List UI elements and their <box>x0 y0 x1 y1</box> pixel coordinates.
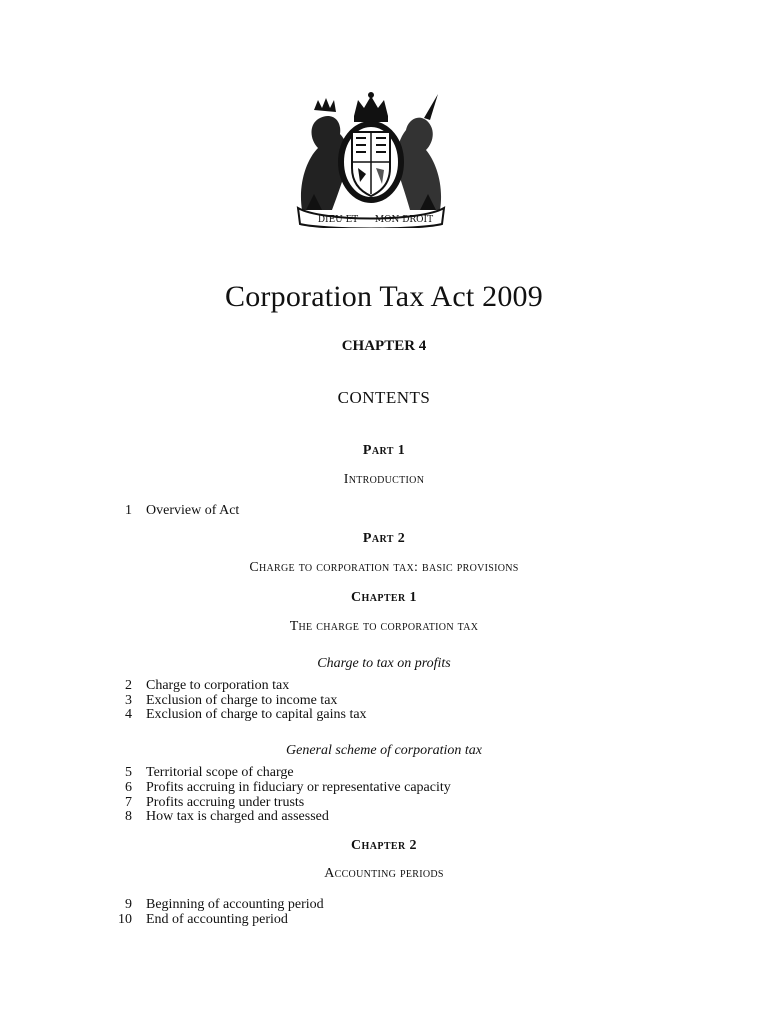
section-number: 6 <box>125 780 132 795</box>
section-number: 4 <box>125 707 132 722</box>
part-2-title: Charge to corporation tax: basic provisions <box>249 560 519 575</box>
section-row[interactable] <box>112 504 239 519</box>
crossheading-general-scheme: General scheme of corporation tax <box>286 743 482 758</box>
chapter-2-heading: Chapter 2 <box>351 838 417 853</box>
section-number: 2 <box>125 678 132 693</box>
section-number: 1 <box>125 503 132 518</box>
motto-left-text: DIEU ET <box>317 215 359 225</box>
section-title-link[interactable]: Charge to corporation tax <box>146 678 290 693</box>
section-number: 3 <box>125 692 132 708</box>
section-row[interactable] <box>112 694 337 709</box>
section-title-link[interactable]: Territorial scope of charge <box>146 765 294 780</box>
section-title-link[interactable]: Overview of Act <box>146 503 240 518</box>
chapter-number: CHAPTER 4 <box>341 338 427 354</box>
section-number: 5 <box>125 765 132 780</box>
royal-coat-of-arms-icon <box>292 90 450 228</box>
act-title: Corporation Tax Act 2009 <box>225 280 543 313</box>
section-row[interactable] <box>112 781 451 796</box>
section-title-link[interactable]: Profits accruing under trusts <box>146 794 305 810</box>
part-1-title: Introduction <box>343 472 425 487</box>
chapter-1-heading: Chapter 1 <box>351 590 417 605</box>
chapter-2-title: Accounting periods <box>324 866 444 881</box>
section-row[interactable] <box>112 708 367 723</box>
section-title-link[interactable]: Profits accruing in fiduciary or representative capacity <box>146 780 451 795</box>
chapter-1-title: The charge to corporation tax <box>289 619 479 634</box>
part-2-heading: Part 2 <box>362 531 406 546</box>
part-1-heading: Part 1 <box>362 443 406 458</box>
royal-coat-of-arms-crest <box>292 90 450 228</box>
section-row[interactable] <box>112 679 289 694</box>
section-row[interactable] <box>112 913 288 928</box>
section-row[interactable] <box>112 810 329 825</box>
contents-heading: CONTENTS <box>337 388 431 407</box>
section-row[interactable] <box>112 766 294 781</box>
section-title-link[interactable]: Exclusion of charge to capital gains tax <box>146 707 367 722</box>
crossheading-charge-to-tax: Charge to tax on profits <box>317 656 451 671</box>
section-title-link[interactable]: How tax is charged and assessed <box>146 809 329 824</box>
section-number: 8 <box>125 809 132 824</box>
section-row[interactable] <box>112 796 304 811</box>
section-row[interactable] <box>112 898 324 913</box>
motto-right-text: MON DROIT <box>374 215 434 225</box>
section-number: 7 <box>125 794 132 810</box>
section-title-link[interactable]: Beginning of accounting period <box>146 897 324 912</box>
section-title-link[interactable]: Exclusion of charge to income tax <box>146 692 338 708</box>
section-title-link[interactable]: End of accounting period <box>146 911 288 927</box>
section-number: 10 <box>118 911 132 927</box>
section-number: 9 <box>125 897 132 912</box>
